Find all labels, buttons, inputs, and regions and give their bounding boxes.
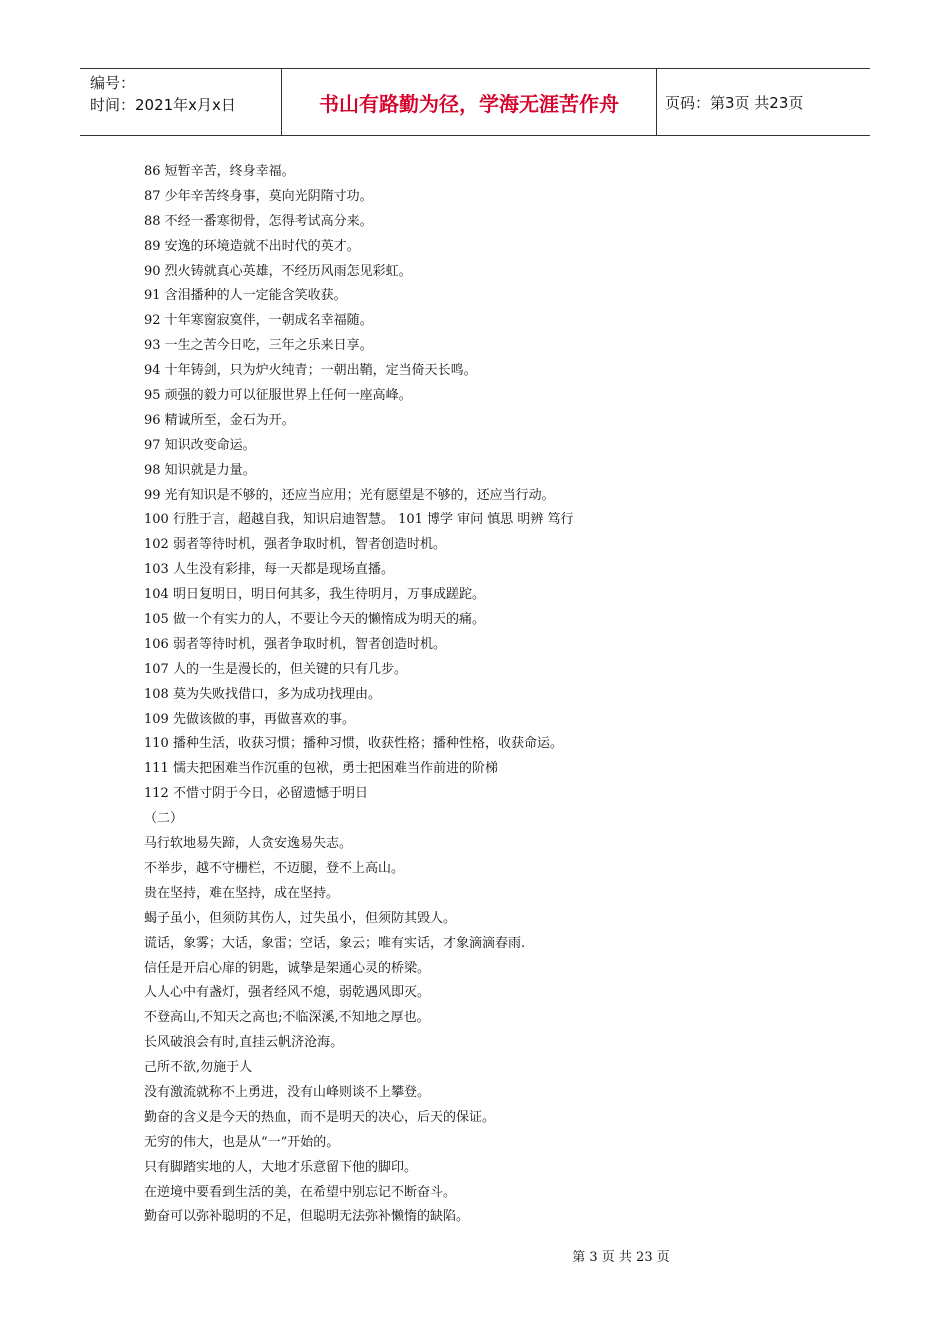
- text-line: 在逆境中要看到生活的美，在希望中别忘记不断奋斗。: [144, 1184, 457, 1200]
- text-line: 90 烈火铸就真心英雄，不经历风雨怎见彩虹。: [144, 263, 412, 279]
- text-line: 103 人生没有彩排，每一天都是现场直播。: [144, 562, 394, 578]
- text-line: 86 短暂辛苦，终身幸福。: [144, 164, 295, 179]
- text-line: 107 人的一生是漫长的，但关键的只有几步。: [144, 661, 407, 677]
- text-line: 94 十年铸剑，只为炉火纯青；一朝出鞘，定当倚天长鸣。: [144, 363, 477, 379]
- text-line: 105 做一个有实力的人，不要让今天的懒惰成为明天的痛。: [144, 612, 485, 628]
- text-line: 91 含泪播种的人一定能含笑收获。: [144, 288, 347, 304]
- text-line: 111 懦夫把困难当作沉重的包袱，勇士把困难当作前进的阶梯: [144, 761, 498, 777]
- text-line: 99 光有知识是不够的，还应当应用；光有愿望是不够的，还应当行动。: [144, 487, 555, 503]
- text-line: 108 莫为失败找借口，多为成功找理由。: [144, 686, 381, 702]
- text-line: 97 知识改变命运。: [144, 437, 256, 453]
- text-line: 104 明日复明日，明日何其多，我生待明月，万事成蹉跎。: [144, 587, 485, 603]
- text-line: 109 先做该做的事，再做喜欢的事。: [144, 711, 355, 727]
- text-line: 没有激流就称不上勇进，没有山峰则谈不上攀登。: [144, 1084, 431, 1100]
- text-line: 人人心中有盏灯，强者经风不熄，弱乾遇风即灭。: [144, 985, 431, 1001]
- text-line: 88 不经一番寒彻骨，怎得考试高分来。: [144, 213, 373, 229]
- text-line: 不登高山,不知天之高也;不临深溪,不知地之厚也。: [144, 1010, 430, 1026]
- text-line: 贵在坚持，难在坚持，成在坚持。: [144, 885, 340, 901]
- text-line: 93 一生之苦今日吃，三年之乐来日享。: [144, 338, 373, 354]
- text-line: 勤奋可以弥补聪明的不足，但聪明无法弥补懒惰的缺陷。: [144, 1209, 470, 1225]
- text-line: （二）: [144, 811, 184, 827]
- header-motto: 书山有路勤为径，学海无涯苦作舟: [282, 69, 657, 135]
- text-line: 己所不欲,勿施于人: [144, 1060, 253, 1076]
- text-line: 蝎子虽小，但须防其伤人，过失虽小，但须防其毁人。: [144, 910, 457, 926]
- text-line: 长风破浪会有时,直挂云帆济沧海。: [144, 1035, 344, 1051]
- text-line: 95 顽强的毅力可以征服世界上任何一座高峰。: [144, 388, 412, 404]
- header-page-info: 页码：第3页 共23页: [665, 93, 804, 112]
- text-line: 信任是开启心扉的钥匙，诚挚是架通心灵的桥梁。: [144, 960, 431, 976]
- text-line: 87 少年辛苦终身事，莫向光阴隋寸功。: [144, 188, 373, 204]
- text-line: 102 弱者等待时机，强者争取时机，智者创造时机。: [144, 537, 446, 553]
- text-line: 89 安逸的环境造就不出时代的英才。: [144, 238, 360, 254]
- header-meta: [80, 69, 282, 135]
- text-line: 马行软地易失蹄，人贪安逸易失志。: [144, 836, 353, 852]
- document-date-label: 时间：2021年x月x日: [90, 96, 236, 114]
- text-line: 勤奋的含义是今天的热血，而不是明天的决心，后天的保证。: [144, 1109, 496, 1125]
- text-line: 106 弱者等待时机，强者争取时机，智者创造时机。: [144, 636, 446, 652]
- text-line: 112 不惜寸阴于今日，必留遗憾于明日: [144, 786, 368, 802]
- text-line: 无穷的伟大，也是从“一”开始的。: [144, 1134, 340, 1150]
- page-footer: [0, 1246, 950, 1265]
- document-number-label: 编号：: [90, 74, 136, 92]
- text-line: 98 知识就是力量。: [144, 462, 256, 478]
- text-line: 不举步，越不守栅栏，不迈腿，登不上高山。: [144, 860, 405, 876]
- text-line: 96 精诚所至，金石为开。: [144, 412, 295, 428]
- page-header: [80, 68, 870, 136]
- text-line: 110 播种生活，收获习惯；播种习惯，收获性格；播种性格，收获命运。: [144, 736, 563, 752]
- footer-page-number: 第 3 页 共 23 页: [572, 1250, 670, 1265]
- text-line: 92 十年寒窗寂寞伴，一朝成名幸福随。: [144, 313, 373, 329]
- text-line: 100 行胜于言，超越自我，知识启迪智慧。 101 博学 审问 慎思 明辨 笃行: [144, 512, 574, 528]
- text-line: 只有脚踏实地的人，大地才乐意留下他的脚印。: [144, 1159, 418, 1175]
- text-line: 谎话，象雾；大话，象雷；空话，象云；唯有实话，才象滴滴春雨.: [144, 935, 526, 951]
- document-body: [144, 160, 844, 1230]
